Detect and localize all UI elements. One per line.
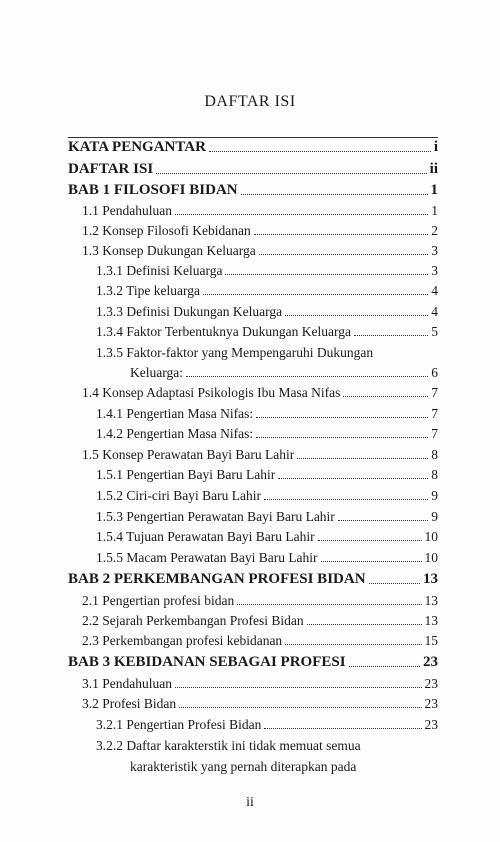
toc-entry[interactable]: 1.3.4 Faktor Terbentuknya Dukungan Keluarga 5 (96, 324, 438, 339)
toc-entry[interactable]: 1.3.3 Definisi Dukungan Keluarga 4 (96, 304, 438, 319)
toc-entry[interactable]: 1.5.4 Tujuan Perawatan Bayi Baru Lahir 10 (96, 529, 438, 544)
toc-entry[interactable]: DAFTAR ISI ii (68, 161, 438, 177)
toc-entry[interactable]: 1.5 Konsep Perawatan Bayi Baru Lahir 8 (82, 447, 438, 462)
toc-entry[interactable]: BAB 1 FILOSOFI BIDAN 1 (68, 182, 438, 198)
toc-entry[interactable]: 1.4 Konsep Adaptasi Psikologis Ibu Masa Nifas 7 (82, 385, 438, 400)
toc-entry[interactable]: 1.3 Konsep Dukungan Keluarga 3 (82, 243, 438, 258)
toc-entry[interactable]: 1.1 Pendahuluan 1 (82, 203, 438, 218)
toc-entry[interactable]: 1.4.2 Pengertian Masa Nifas: 7 (96, 426, 438, 441)
toc-entry[interactable]: 2.1 Pengertian profesi bidan 13 (82, 593, 438, 608)
toc-entry[interactable]: 3.2 Profesi Bidan 23 (82, 696, 438, 711)
toc-entry[interactable]: 2.3 Perkembangan profesi kebidanan 15 (82, 633, 438, 648)
toc-entry[interactable]: KATA PENGANTAR i (68, 139, 438, 155)
toc-entry[interactable]: 1.5.3 Pengertian Perawatan Bayi Baru Lahir 9 (96, 509, 438, 524)
toc-entry[interactable]: 1.2 Konsep Filosofi Kebidanan 2 (82, 223, 438, 238)
toc-entry[interactable]: 1.5.5 Macam Perawatan Bayi Baru Lahir 10 (96, 550, 438, 565)
toc-entry[interactable]: 1.4.1 Pengertian Masa Nifas: 7 (96, 406, 438, 421)
toc-entry[interactable]: BAB 2 PERKEMBANGAN PROFESI BIDAN 13 (68, 571, 438, 587)
toc-entry[interactable]: 1.5.1 Pengertian Bayi Baru Lahir 8 (96, 467, 438, 482)
toc-entry[interactable]: 2.2 Sejarah Perkembangan Profesi Bidan 13 (82, 613, 438, 628)
toc-entry[interactable]: 1.5.2 Ciri-ciri Bayi Baru Lahir 9 (96, 488, 438, 503)
toc-entry-continuation[interactable]: Keluarga: 6 (130, 365, 438, 380)
toc-entry[interactable]: 1.3.2 Tipe keluarga 4 (96, 283, 438, 298)
toc-entry[interactable]: 3.1 Pendahuluan 23 (82, 676, 438, 691)
divider (68, 137, 438, 138)
toc-entry[interactable]: 1.3.1 Definisi Keluarga 3 (96, 263, 438, 278)
toc-entry[interactable]: 3.2.1 Pengertian Profesi Bidan 23 (96, 717, 438, 732)
toc-title: DAFTAR ISI (204, 93, 296, 110)
toc-entry-continuation: karakteristik yang pernah diterapkan pada (130, 759, 357, 774)
toc-entry[interactable]: BAB 3 KEBIDANAN SEBAGAI PROFESI 23 (68, 654, 438, 670)
page-number: ii (246, 795, 254, 810)
toc-entry-first-line[interactable]: 3.2.2 Daftar karakterstik ini tidak memuat semua (96, 738, 361, 753)
toc-entry-first-line[interactable]: 1.3.5 Faktor-faktor yang Mempengaruhi Dukungan (96, 345, 374, 360)
